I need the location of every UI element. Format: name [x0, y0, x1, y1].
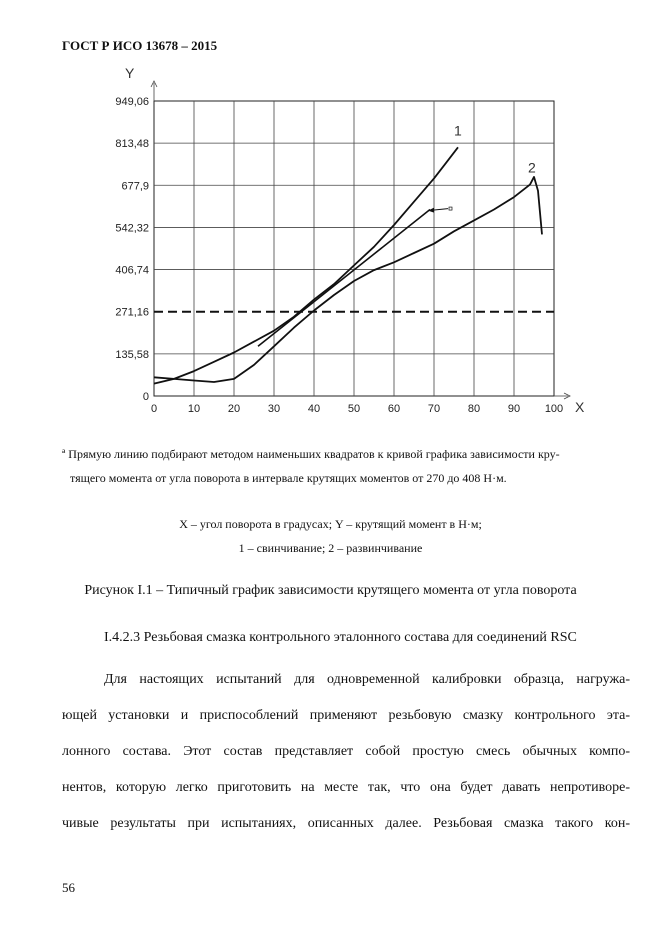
torque-turn-chart	[0, 0, 661, 430]
y-tick-label: 135,58	[115, 348, 149, 361]
x-tick-label: 100	[544, 403, 564, 415]
figure-caption: Рисунок I.1 – Типичный график зависимости крутящего момента от угла поворота	[84, 583, 577, 598]
figure-legend-line-2: 1 – свинчивание; 2 – развинчивание	[238, 541, 423, 555]
x-tick-label: 60	[387, 403, 401, 415]
y-axis-label: Y	[125, 65, 135, 81]
figure-note-line-1: ª Прямую линию подбирают методом наименьших квадратов к кривой графика зависимости кру-	[62, 447, 560, 461]
body-line: Для настоящих испытаний для одновременной калибровки образца, нагружа-	[104, 672, 630, 687]
series-line-1	[154, 147, 458, 383]
body-line: лонного состава. Этот состав представляет собой простую смесь обычных компо-	[62, 744, 630, 759]
chart-grid	[151, 81, 570, 399]
figure-note	[62, 442, 642, 490]
chart-tick-labels	[115, 96, 563, 415]
y-tick-label: 949,06	[115, 96, 149, 108]
x-tick-label: 40	[307, 403, 321, 415]
fit-annotation-marker	[449, 207, 452, 210]
series-line-2	[154, 177, 542, 382]
document-header: ГОСТ Р ИСО 13678 – 2015	[62, 38, 218, 53]
y-tick-label: 406,74	[115, 264, 149, 277]
y-tick-label: 0	[142, 391, 149, 403]
series-label-2: 2	[528, 159, 536, 176]
x-tick-label: 10	[187, 403, 201, 415]
page-number: 56	[62, 880, 75, 895]
x-tick-label: 70	[427, 403, 441, 415]
x-tick-label: 50	[347, 403, 361, 415]
figure-legend-line-1: X – угол поворота в градусах; Y – крутящий момент в Н·м;	[179, 517, 482, 531]
y-tick-label: 813,48	[115, 138, 149, 151]
series-label-1: 1	[454, 122, 462, 139]
x-axis-label: X	[575, 399, 585, 415]
body-line: чивые результаты при испытаниях, описанных далее. Резьбовая смазка такого кон-	[62, 816, 630, 831]
x-tick-label: 20	[227, 403, 241, 415]
x-tick-label: 90	[507, 403, 521, 415]
section-title: I.4.2.3 Резьбовая смазка контрольного эталонного состава для соединений RSC	[104, 630, 577, 645]
x-tick-label: 0	[150, 403, 158, 415]
x-tick-label: 80	[467, 403, 481, 415]
y-tick-label: 677,9	[121, 180, 149, 193]
y-tick-label: 271,16	[115, 306, 149, 319]
figure-note-line-2: тящего момента от угла поворота в интервале крутящих моментов от 270 до 408 Н·м.	[70, 471, 507, 485]
body-line: нентов, которую легко приготовить на месте так, что она будет давать непротиворе-	[62, 780, 630, 795]
x-tick-label: 30	[267, 403, 281, 415]
y-tick-label: 542,32	[115, 222, 149, 235]
section-body	[62, 662, 630, 842]
least-squares-fit-line	[258, 209, 430, 346]
body-line: ющей установки и приспособлений применяют резьбовую смазку контрольного эта-	[62, 708, 630, 723]
